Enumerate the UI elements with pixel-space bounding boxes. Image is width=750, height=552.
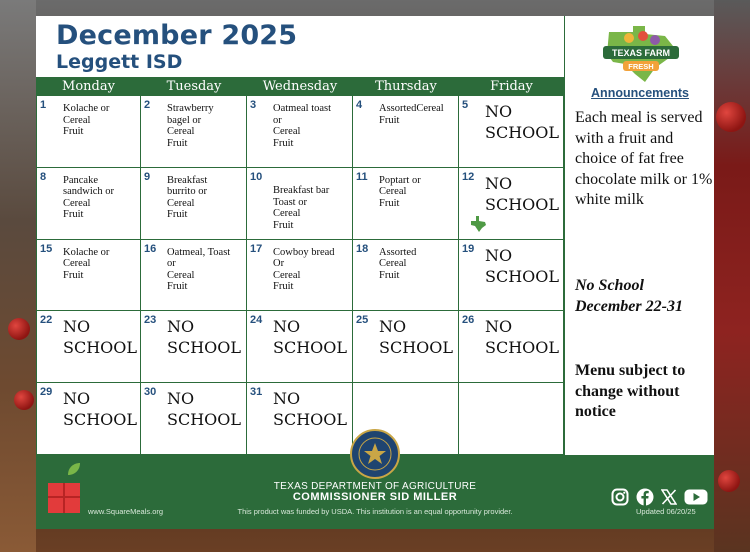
calendar-day-cell	[247, 96, 353, 168]
menu-item-text: Oatmeal toast or Cereal Fruit	[273, 103, 332, 149]
calendar-day-cell	[459, 311, 564, 383]
day-number: 30	[144, 386, 157, 399]
calendar-day-cell	[459, 240, 564, 312]
weekday-header-tuesday: Tuesday	[141, 77, 247, 96]
calendar-day-cell	[36, 383, 141, 455]
menu-item-text: Strawberry bagel or Cereal Fruit	[167, 103, 214, 149]
calendar-day-cell	[353, 240, 459, 312]
facebook-icon[interactable]	[636, 488, 654, 506]
background-left	[0, 0, 36, 552]
day-number: 1	[40, 99, 47, 111]
calendar-day-cell	[141, 383, 247, 455]
no-school-label: NO SCHOOL	[485, 173, 560, 214]
weekday-header-wednesday: Wednesday	[247, 77, 353, 96]
no-school-label: NO SCHOOL	[63, 389, 138, 430]
cranberry-decoration	[14, 390, 34, 410]
calendar-day-cell	[141, 168, 247, 240]
calendar-day-cell	[141, 96, 247, 168]
calendar-day-cell	[247, 383, 353, 455]
calendar-day-cell	[247, 240, 353, 312]
day-number: 5	[462, 99, 469, 111]
menu-item-text: Pancake sandwich or Cereal Fruit	[63, 174, 115, 221]
menu-item-text: Kolache or Cereal Fruit	[63, 246, 110, 281]
day-number: 16	[144, 242, 157, 255]
no-school-label: NO SCHOOL	[485, 245, 560, 286]
day-number: 23	[144, 314, 157, 327]
calendar-day-cell	[353, 96, 459, 168]
weekday-header-friday: Friday	[459, 77, 564, 96]
day-number: 8	[40, 170, 47, 183]
day-number: 29	[40, 386, 53, 399]
no-school-label: NO SCHOOL	[273, 389, 348, 430]
calendar-day-cell	[247, 168, 353, 240]
no-school-label: NO SCHOOL	[63, 317, 138, 358]
x-icon[interactable]	[661, 488, 677, 506]
cranberry-decoration	[718, 470, 740, 492]
calendar-day-cell	[141, 311, 247, 383]
menu-item-text: Breakfast bar Toast or Cereal Fruit	[273, 185, 330, 231]
district-name: Leggett ISD	[56, 51, 183, 73]
menu-calendar-card	[36, 16, 714, 529]
no-school-label: NO SCHOOL	[485, 317, 560, 358]
calendar-day-cell	[459, 96, 564, 168]
announcements-title: Announcements	[591, 86, 689, 100]
day-number: 24	[250, 314, 263, 327]
day-number: 9	[144, 170, 151, 183]
instagram-icon[interactable]	[611, 488, 629, 506]
day-number: 22	[40, 314, 53, 327]
menu-item-text: Assorted Cereal Fruit	[379, 246, 417, 281]
cranberry-decoration	[8, 318, 30, 340]
calendar-day-cell	[353, 311, 459, 383]
no-school-label: NO SCHOOL	[485, 102, 560, 142]
calendar-day-cell	[459, 383, 564, 455]
calendar-day-cell	[247, 311, 353, 383]
day-number: 4	[356, 99, 363, 111]
menu-item-text: AssortedCereal Fruit	[379, 103, 444, 126]
agency-name: TEXAS DEPARTMENT OF AGRICULTURE	[273, 481, 477, 492]
day-number: 3	[250, 99, 257, 111]
no-school-label: NO SCHOOL	[379, 317, 454, 358]
website-link[interactable]: www.SquareMeals.org	[88, 507, 164, 516]
menu-item-text: Cowboy bread Or Cereal Fruit	[273, 246, 335, 293]
calendar-day-cell	[36, 96, 141, 168]
announcement-text: Each meal is served with a fruit and choice of fat free chocolate milk or 1% white milk	[575, 109, 713, 208]
page-title: December 2025	[56, 20, 298, 51]
youtube-icon[interactable]	[684, 488, 708, 506]
background-right	[714, 0, 750, 552]
day-number: 11	[356, 170, 368, 183]
calendar-day-cell	[141, 240, 247, 312]
day-number: 31	[250, 386, 263, 399]
calendar-grid	[36, 77, 564, 455]
calendar-day-cell	[459, 168, 564, 240]
no-school-label: NO SCHOOL	[167, 317, 242, 358]
day-number: 2	[144, 99, 151, 111]
texas-state-icon	[469, 215, 487, 233]
announcements-sidebar	[564, 16, 714, 455]
funding-statement: This product was funded by USDA. This institution is an equal opportunity provider.	[237, 507, 513, 516]
calendar-day-cell	[36, 240, 141, 312]
day-number: 25	[356, 314, 369, 327]
day-number: 18	[356, 242, 369, 255]
menu-item-text: Kolache or Cereal Fruit	[63, 103, 110, 137]
calendar-day-cell	[36, 311, 141, 383]
footer	[36, 455, 714, 529]
no-school-note: No School December 22-31	[575, 277, 683, 315]
commissioner-name: COMMISSIONER SID MILLER	[292, 491, 458, 503]
logo-text-top: TEXAS FARM	[611, 48, 671, 58]
social-links	[611, 488, 708, 506]
day-number: 17	[250, 242, 263, 255]
day-number: 15	[40, 242, 53, 255]
tda-seal-icon	[350, 429, 400, 479]
calendar-day-cell	[36, 168, 141, 240]
day-number: 12	[462, 170, 475, 183]
calendar-day-cell	[353, 168, 459, 240]
day-number: 19	[462, 242, 475, 255]
weekday-header-monday: Monday	[36, 77, 141, 96]
logo-text-bottom: FRESH	[628, 62, 654, 71]
menu-item-text: Oatmeal, Toast or Cereal Fruit	[167, 246, 231, 293]
cranberry-decoration	[716, 102, 746, 132]
menu-change-note: Menu subject to change without notice	[575, 362, 686, 420]
updated-date: Updated 06/20/25	[636, 507, 696, 516]
menu-item-text: Poptart or Cereal Fruit	[379, 174, 421, 209]
day-number: 10	[250, 170, 263, 183]
weekday-header-thursday: Thursday	[353, 77, 459, 96]
texas-farm-fresh-logo	[599, 24, 683, 84]
menu-item-text: Breakfast burrito or Cereal Fruit	[167, 174, 208, 221]
no-school-label: NO SCHOOL	[167, 389, 242, 430]
day-number: 26	[462, 314, 475, 327]
no-school-label: NO SCHOOL	[273, 317, 348, 358]
